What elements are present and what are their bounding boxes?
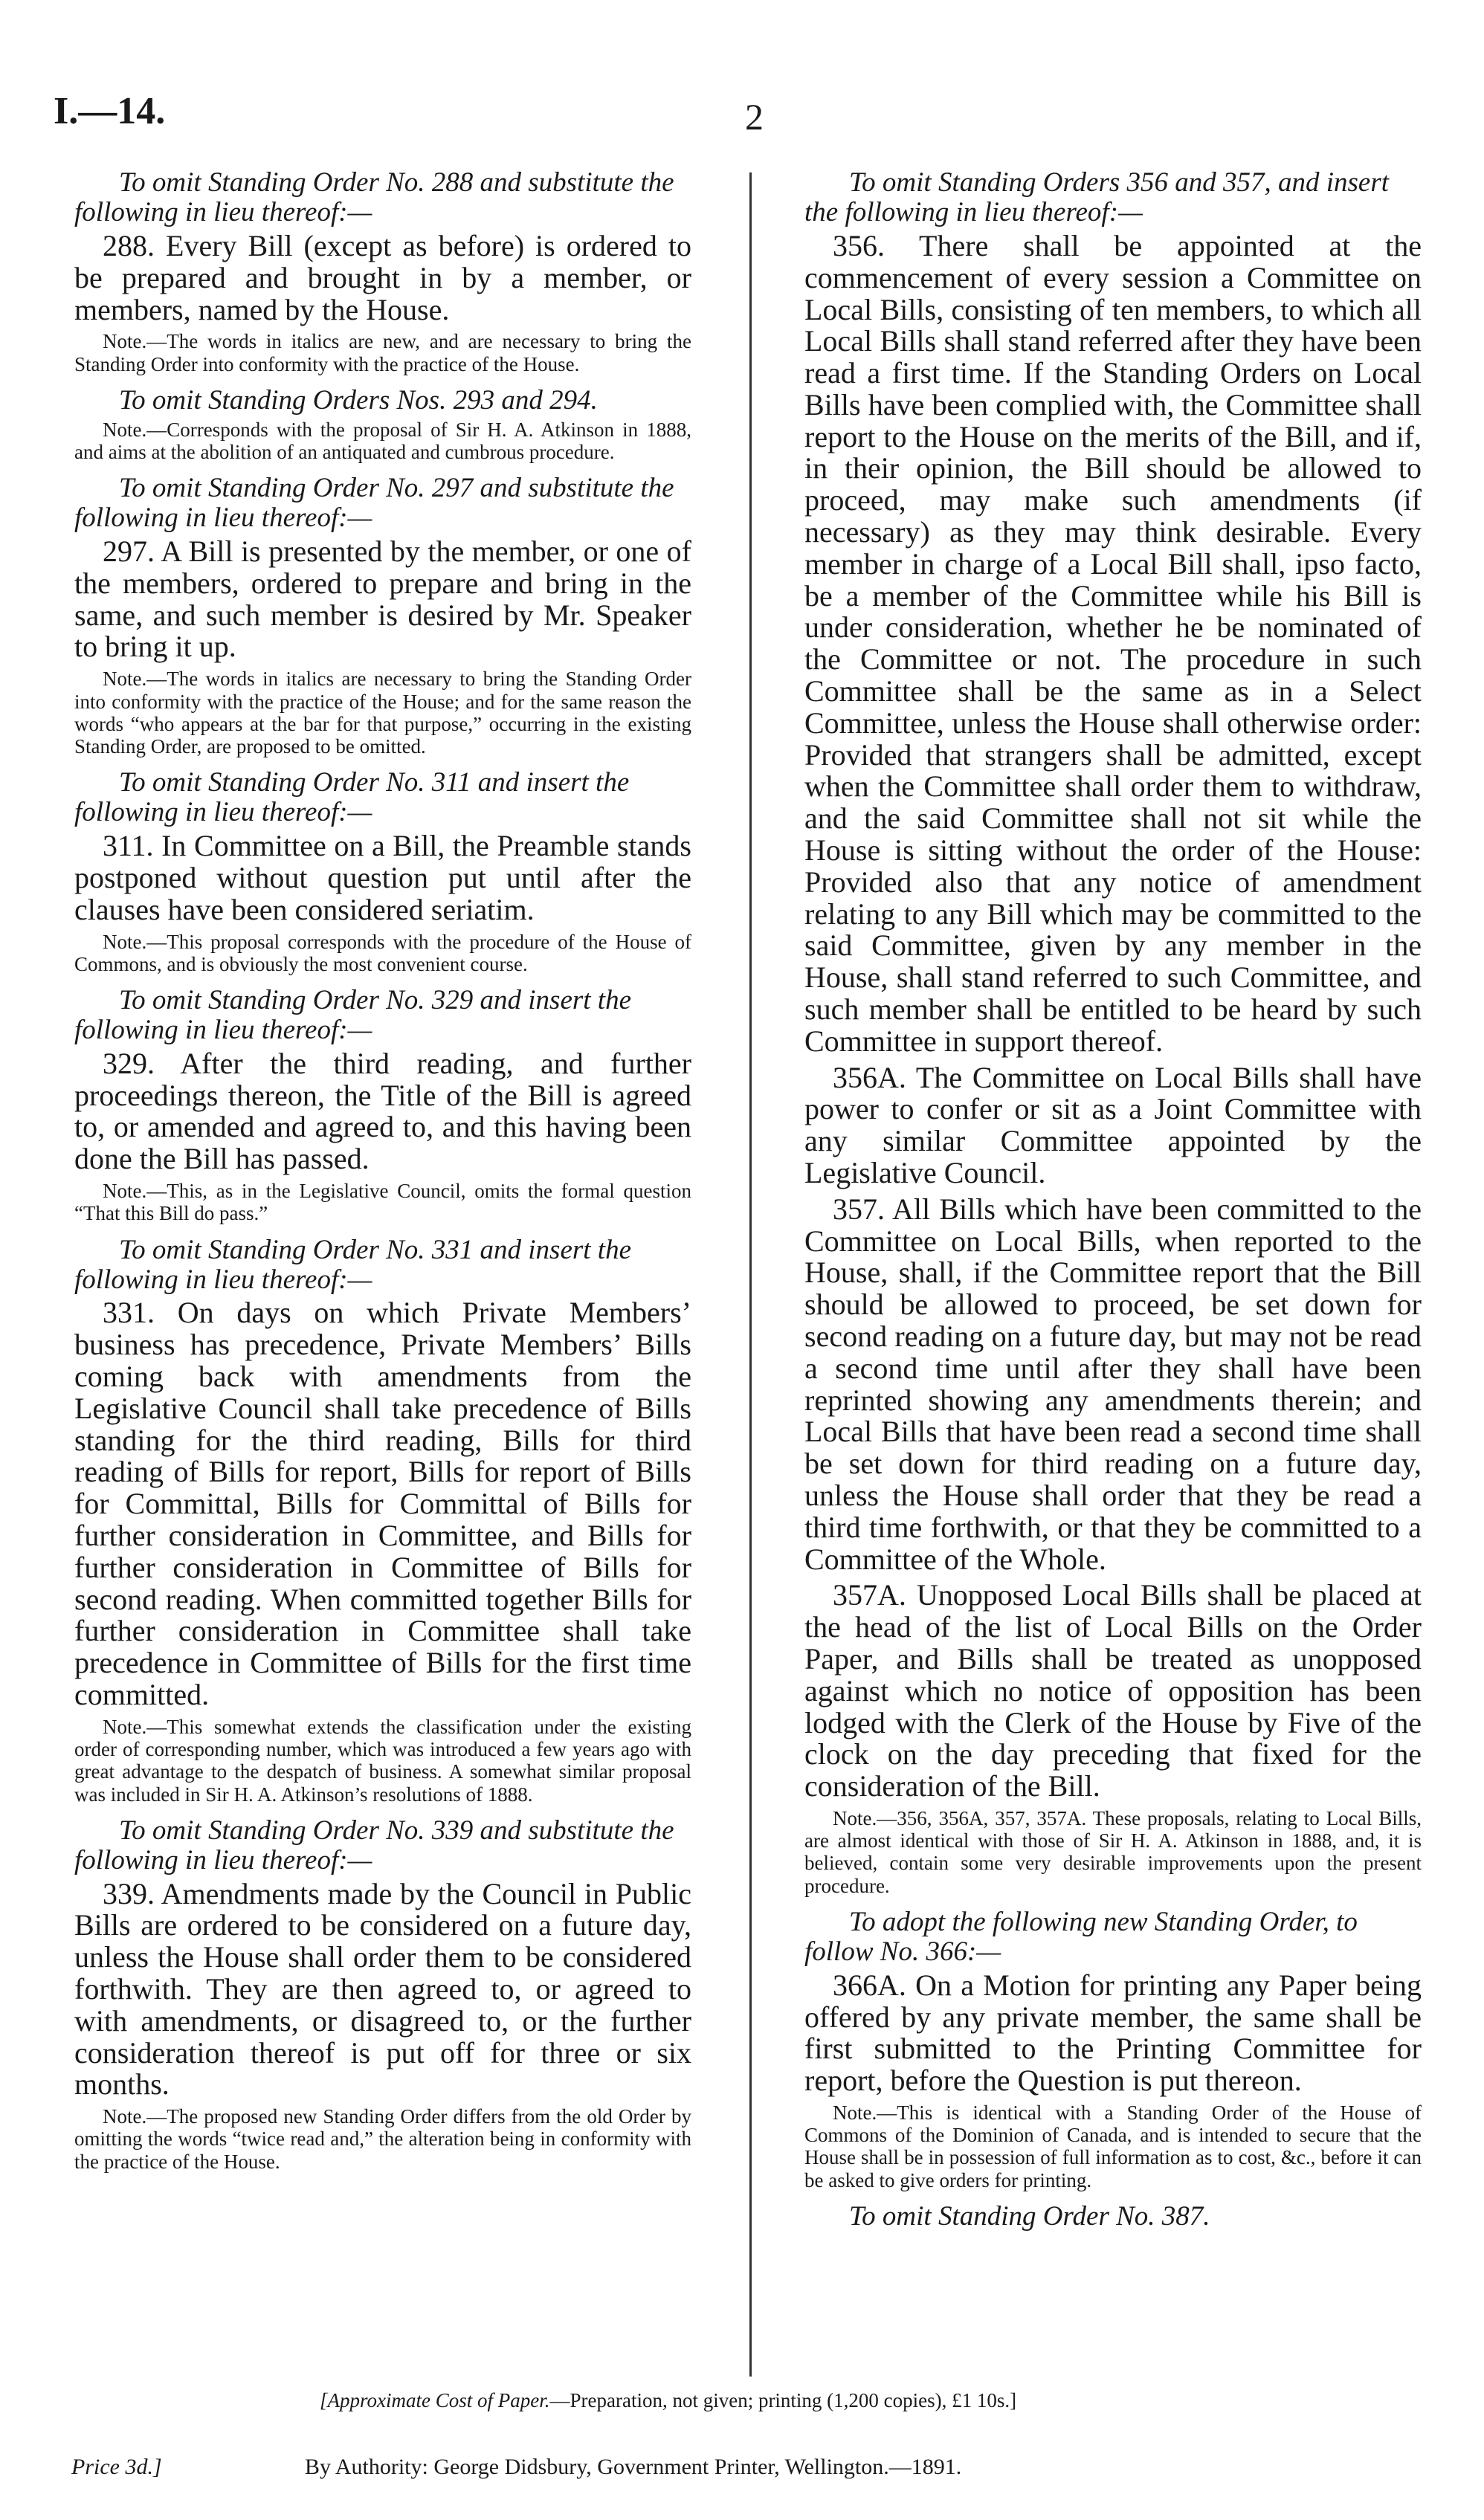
note: Note.—The words in italics are new, and are necessary to bring the Standing Order into conformity with the practice of the House. (74, 330, 691, 375)
note: Note.—The words in italics are necessary to bring the Standing Order into conformity with the practice of the House; and for the same reason the words “who appears at the bar for that purpose,” occurring in the existing Standing Order, are proposed to be omitted. (74, 668, 691, 757)
standing-order: 339. Amendments made by the Council in Public Bills are ordered to be considered on a future day, unless the House shall order them to be considered forthwith. They are then agreed to, or agreed to with amendments, or disagreed to, or the further consideration thereof is put off for three or six months. (74, 1876, 691, 2101)
instruction: To omit Standing Order No. 288 and substitute the following in lieu thereof:— (74, 167, 674, 227)
printer-imprint: By Authority: George Didsbury, Government Printer, Wellington.—1891. (305, 2455, 962, 2479)
note: Note.—356, 356A, 357, 357A. These proposals, relating to Local Bills, are almost identical with those of Sir H. A. Atkinson in 1888, and, it is believed, contain some very desirable improvements upon the present procedure. (804, 1806, 1422, 1897)
instruction: To omit Standing Order No. 331 and insert the following in lieu thereof:— (74, 1234, 631, 1295)
standing-order: 311. In Committee on a Bill, the Preamble stands postponed without question put until after the clauses have been considered seriatim. (74, 829, 691, 926)
note: Note.—This proposal corresponds with the procedure of the House of Commons, and is obviously the most convenient course. (74, 930, 691, 975)
instruction: To omit Standing Order No. 339 and substitute the following in lieu thereof:— (74, 1815, 674, 1876)
standing-order: 297. A Bill is presented by the member, or one of the members, ordered to prepare and bring in the same, and such member is desired by Mr. Speaker to bring it up. (74, 534, 691, 664)
instruction: To omit Standing Order No. 297 and substitute the following in lieu thereof:— (74, 473, 674, 534)
instruction: To omit Standing Orders Nos. 293 and 294. (119, 384, 598, 416)
standing-order: 288. Every Bill (except as before) is ordered to be prepared and brought in by a member, or members, named by the House. (74, 228, 691, 326)
standing-order: 357. All Bills which have been committed to the Committee on Local Bills, when reported to the House, shall, if the Committee report that the Bill should be allowed to proceed, be set down for second reading on a future day, but may not be read a second time until after they shall have been reprinted showing any amendments therein; and Local Bills that have been read a second time shall be set down for third reading on a future day, unless the House shall order that they be read a third time forthwith, or that they be committed to a Committee of the Whole. (804, 1192, 1422, 1576)
note: Note.—This somewhat extends the classification under the existing order of corresponding number, which was introduced a few years ago with great advantage to the despatch of business. A somewhat similar proposal was included in Sir H. A. Atkinson’s resolutions of 1888. (74, 1715, 691, 1806)
column-divider (749, 172, 752, 2377)
standing-order: 366A. On a Motion for printing any Paper being offered by any private member, the same shall be first submitted to the Printing Committee for report, before the Question is put thereon. (804, 1968, 1422, 2098)
standing-order: 329. After the third reading, and further proceedings thereon, the Title of the Bill is agreed to, or amended and agreed to, and this having been done the Bill has passed. (74, 1046, 691, 1176)
cost-text: —Preparation, not given; printing (1,200 copies), £1 10s.] (549, 2389, 1017, 2411)
cost-label: [Approximate Cost of Paper. (320, 2389, 550, 2411)
instruction: To omit Standing Order No. 329 and insert the following in lieu thereof:— (74, 984, 631, 1045)
note: Note.—This, as in the Legislative Council, omits the formal question “That this Bill do pass.” (74, 1180, 691, 1225)
left-column (74, 168, 691, 2183)
standing-order: 356. There shall be appointed at the commencement of every session a Committee on Local Bills, consisting of ten members, to which all Local Bills shall stand referred after they have been read a first time. If the Standing Orders on Local Bills have been complied with, the Committee shall report to the House on the merits of the Bill, and if, in their opinion, the Bill should be allowed to proceed, may make such amendments (if necessary) as they may think desirable. Every member in charge of a Local Bill shall, ipso facto, be a member of the Committee while his Bill is under consideration, whether he be nominated of the Committee or not. The procedure in such Committee shall be the same as in a Select Committee, unless the House shall otherwise order: Provided that strangers shall be admitted, except when the Committee shall order them to withdraw, and the said Committee shall not sit while the House is sitting without the order of the House: Provided also that any notice of amendment relating to any Bill which may be committed to the said Committee, given by any member in the House, shall stand referred to such Committee, and such member shall be entitled to be heard by such Committee in support thereof. (804, 228, 1422, 1058)
price: Price 3d.] (71, 2455, 162, 2479)
instruction: To omit Standing Order No. 311 and insert the following in lieu thereof:— (74, 767, 630, 828)
note: Note.—The proposed new Standing Order differs from the old Order by omitting the words “twice read and,” the alteration being in conformity with the practice of the House. (74, 2105, 691, 2173)
right-column (804, 168, 1422, 2235)
paper-series-number: I.—14. (54, 90, 166, 132)
standing-order: 357A. Unopposed Local Bills shall be placed at the head of the list of Local Bills on the Order Paper, and Bills shall be treated as unopposed against which no notice of opposition has been lodged with the Clerk of the House by Five of the clock on the day preceding that fixed for the consideration of the Bill. (804, 1578, 1422, 1803)
note: Note.—This is identical with a Standing Order of the House of Commons of the Dominion of Canada, and is intended to secure that the House shall be in possession of full information as to cost, &c., before it can be asked to give orders for printing. (804, 2101, 1422, 2191)
cost-line (320, 2389, 1435, 2412)
standing-order: 356A. The Committee on Local Bills shall have power to confer or sit as a Joint Committee with any similar Committee appointed by the Legislative Council. (804, 1060, 1422, 1190)
standing-order: 331. On days on which Private Members’ business has precedence, Private Members’ Bills coming back with amendments from the Legislative Council shall take precedence of Bills standing for the third reading, Bills for third reading of Bills for report, Bills for report of Bills for Committal, Bills for Committal of Bills for further consideration in Committee, and Bills for further consideration in Committee of Bills for second reading. When committed together Bills for further consideration in Committee shall take precedence in Committee of Bills for the first time committed. (74, 1296, 691, 1712)
instruction: To omit Standing Orders 356 and 357, and insert the following in lieu thereof:— (804, 167, 1390, 227)
page-number: 2 (745, 96, 764, 138)
note: Note.—Corresponds with the proposal of Sir H. A. Atkinson in 1888, and aims at the abolition of an antiquated and cumbrous procedure. (74, 418, 691, 463)
instruction: To adopt the following new Standing Order, to follow No. 366:— (804, 1906, 1358, 1967)
instruction: To omit Standing Order No. 387. (849, 2200, 1210, 2232)
